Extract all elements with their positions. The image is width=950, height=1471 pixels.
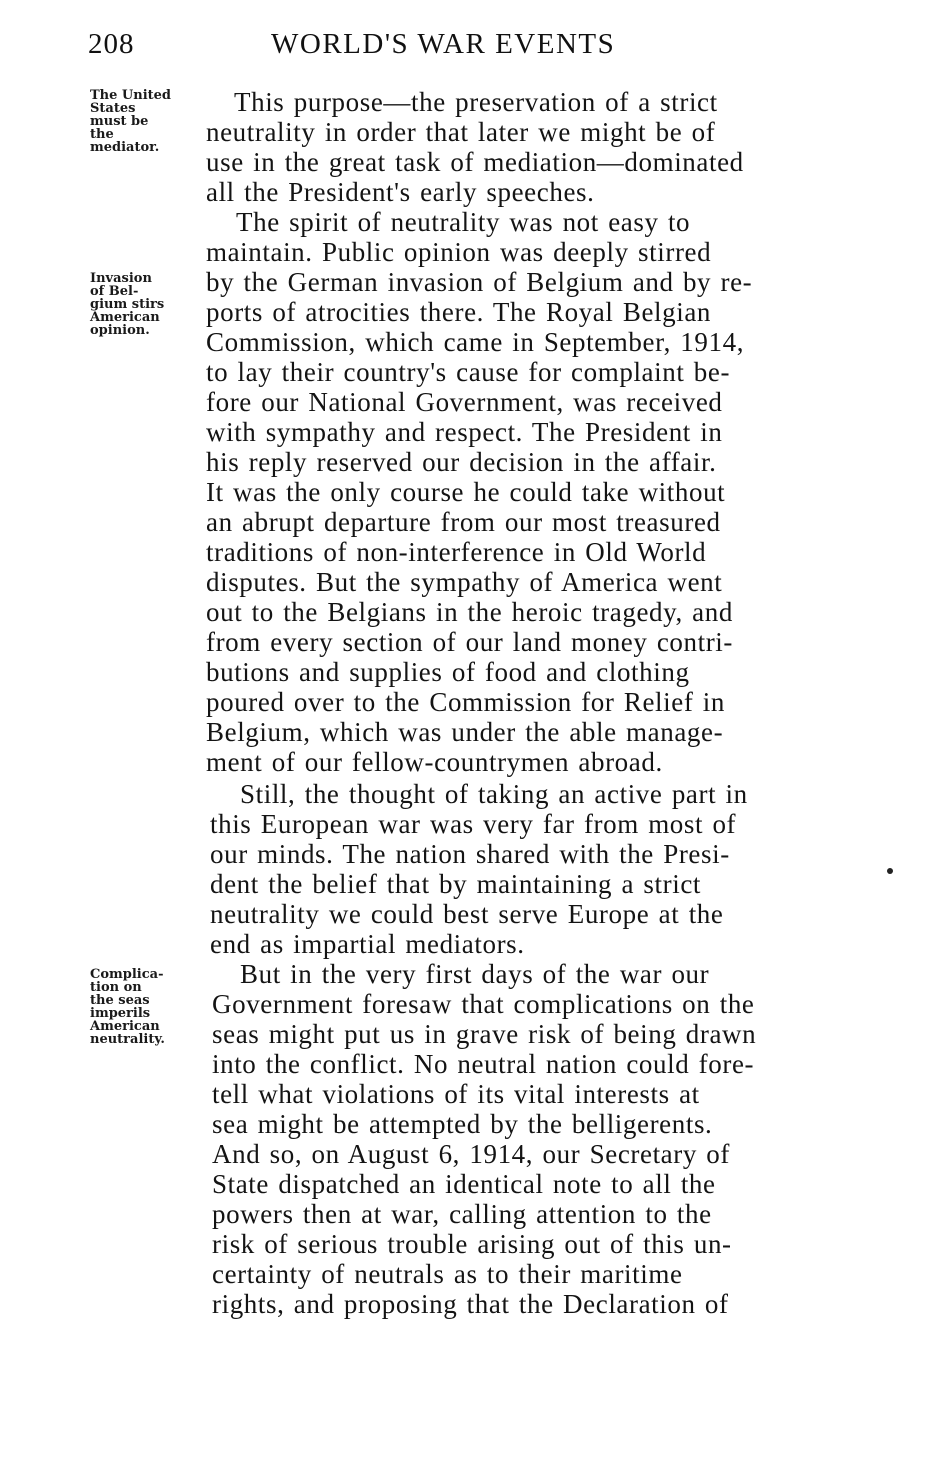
body-line: from every section of our land money contri- [206, 627, 733, 657]
body-line: Government foresaw that complications on the [212, 989, 755, 1019]
body-line: dent the belief that by maintaining a strict [210, 869, 702, 899]
side-note-line: imperils [90, 1006, 151, 1021]
body-line: Commission, which came in September, 1914, [206, 327, 745, 357]
running-head: WORLD'S WAR EVENTS [271, 28, 616, 60]
body-line: Still, the thought of taking an active part in [240, 779, 748, 809]
body-line: This purpose—the preservation of a strict [234, 87, 718, 117]
side-note-line: the seas [90, 993, 150, 1008]
body-line: use in the great task of mediation—dominated [206, 147, 744, 177]
side-note-line: the [90, 127, 114, 142]
side-note-line: gium stirs [90, 297, 165, 312]
body-line: an abrupt departure from our most treasured [206, 507, 721, 537]
side-note-line: neutrality. [90, 1032, 165, 1047]
body-line: end as impartial mediators. [210, 929, 525, 959]
side-note-line: Invasion [90, 271, 152, 286]
body-line: maintain. Public opinion was deeply stirred [206, 237, 712, 267]
body-line: But in the very first days of the war our [240, 959, 710, 989]
side-note-line: American [90, 1019, 160, 1034]
body-line: by the German invasion of Belgium and by re- [206, 267, 753, 297]
body-line: all the President's early speeches. [206, 177, 595, 207]
body-line: powers then at war, calling attention to the [212, 1199, 712, 1229]
body-line: ment of our fellow-countrymen abroad. [206, 747, 663, 777]
body-line: certainty of neutrals as to their maritime [212, 1259, 683, 1289]
body-line: tell what violations of its vital interests at [212, 1079, 700, 1109]
page-number: 208 [88, 28, 135, 60]
body-line: Belgium, which was under the able manage- [206, 717, 724, 747]
page-header [88, 28, 848, 68]
side-note-line: mediator. [90, 140, 160, 155]
body-line: to lay their country's cause for complaint be- [206, 357, 731, 387]
body-line: seas might put us in grave risk of being drawn [212, 1019, 757, 1049]
body-line: out to the Belgians in the heroic tragedy, and [206, 597, 733, 627]
body-line: this European war was very far from most of [210, 809, 737, 839]
body-line: butions and supplies of food and clothing [206, 657, 690, 687]
body-line: risk of serious trouble arising out of this un- [212, 1229, 732, 1259]
side-note-line: American [90, 310, 160, 325]
body-line: his reply reserved our decision in the affair. [206, 447, 717, 477]
body-line: sea might be attempted by the belligerents. [212, 1109, 713, 1139]
body-line: with sympathy and respect. The President in [206, 417, 723, 447]
body-line: traditions of non-interference in Old World [206, 537, 707, 567]
body-line: disputes. But the sympathy of America went [206, 567, 723, 597]
side-note-seas [90, 968, 205, 1046]
body-line: State dispatched an identical note to all the [212, 1169, 716, 1199]
body-line: It was the only course he could take without [206, 477, 726, 507]
side-note-mediator [90, 89, 205, 154]
body-line: our minds. The nation shared with the Presi- [210, 839, 730, 869]
side-note-belgium [90, 272, 205, 337]
side-note-line: must be [90, 114, 149, 129]
side-note-line: of Bel- [90, 284, 139, 299]
body-line: The spirit of neutrality was not easy to [236, 207, 691, 237]
side-note-line: opinion. [90, 323, 150, 338]
body-line: ports of atrocities there. The Royal Belgian [206, 297, 712, 327]
body-line: neutrality we could best serve Europe at the [210, 899, 724, 929]
body-line: fore our National Government, was received [206, 387, 723, 417]
side-note-line: States [90, 101, 136, 116]
body-line: neutrality in order that later we might be of [206, 117, 716, 147]
side-note-line: Complica- [90, 967, 164, 982]
body-line: rights, and proposing that the Declaration of [212, 1289, 729, 1319]
ink-speck [887, 868, 893, 874]
body-line: into the conflict. No neutral nation could fore- [212, 1049, 755, 1079]
body-line: And so, on August 6, 1914, our Secretary of [212, 1139, 730, 1169]
body-line: poured over to the Commission for Relief in [206, 687, 725, 717]
side-note-line: tion on [90, 980, 142, 995]
side-note-line: The United [90, 88, 172, 103]
